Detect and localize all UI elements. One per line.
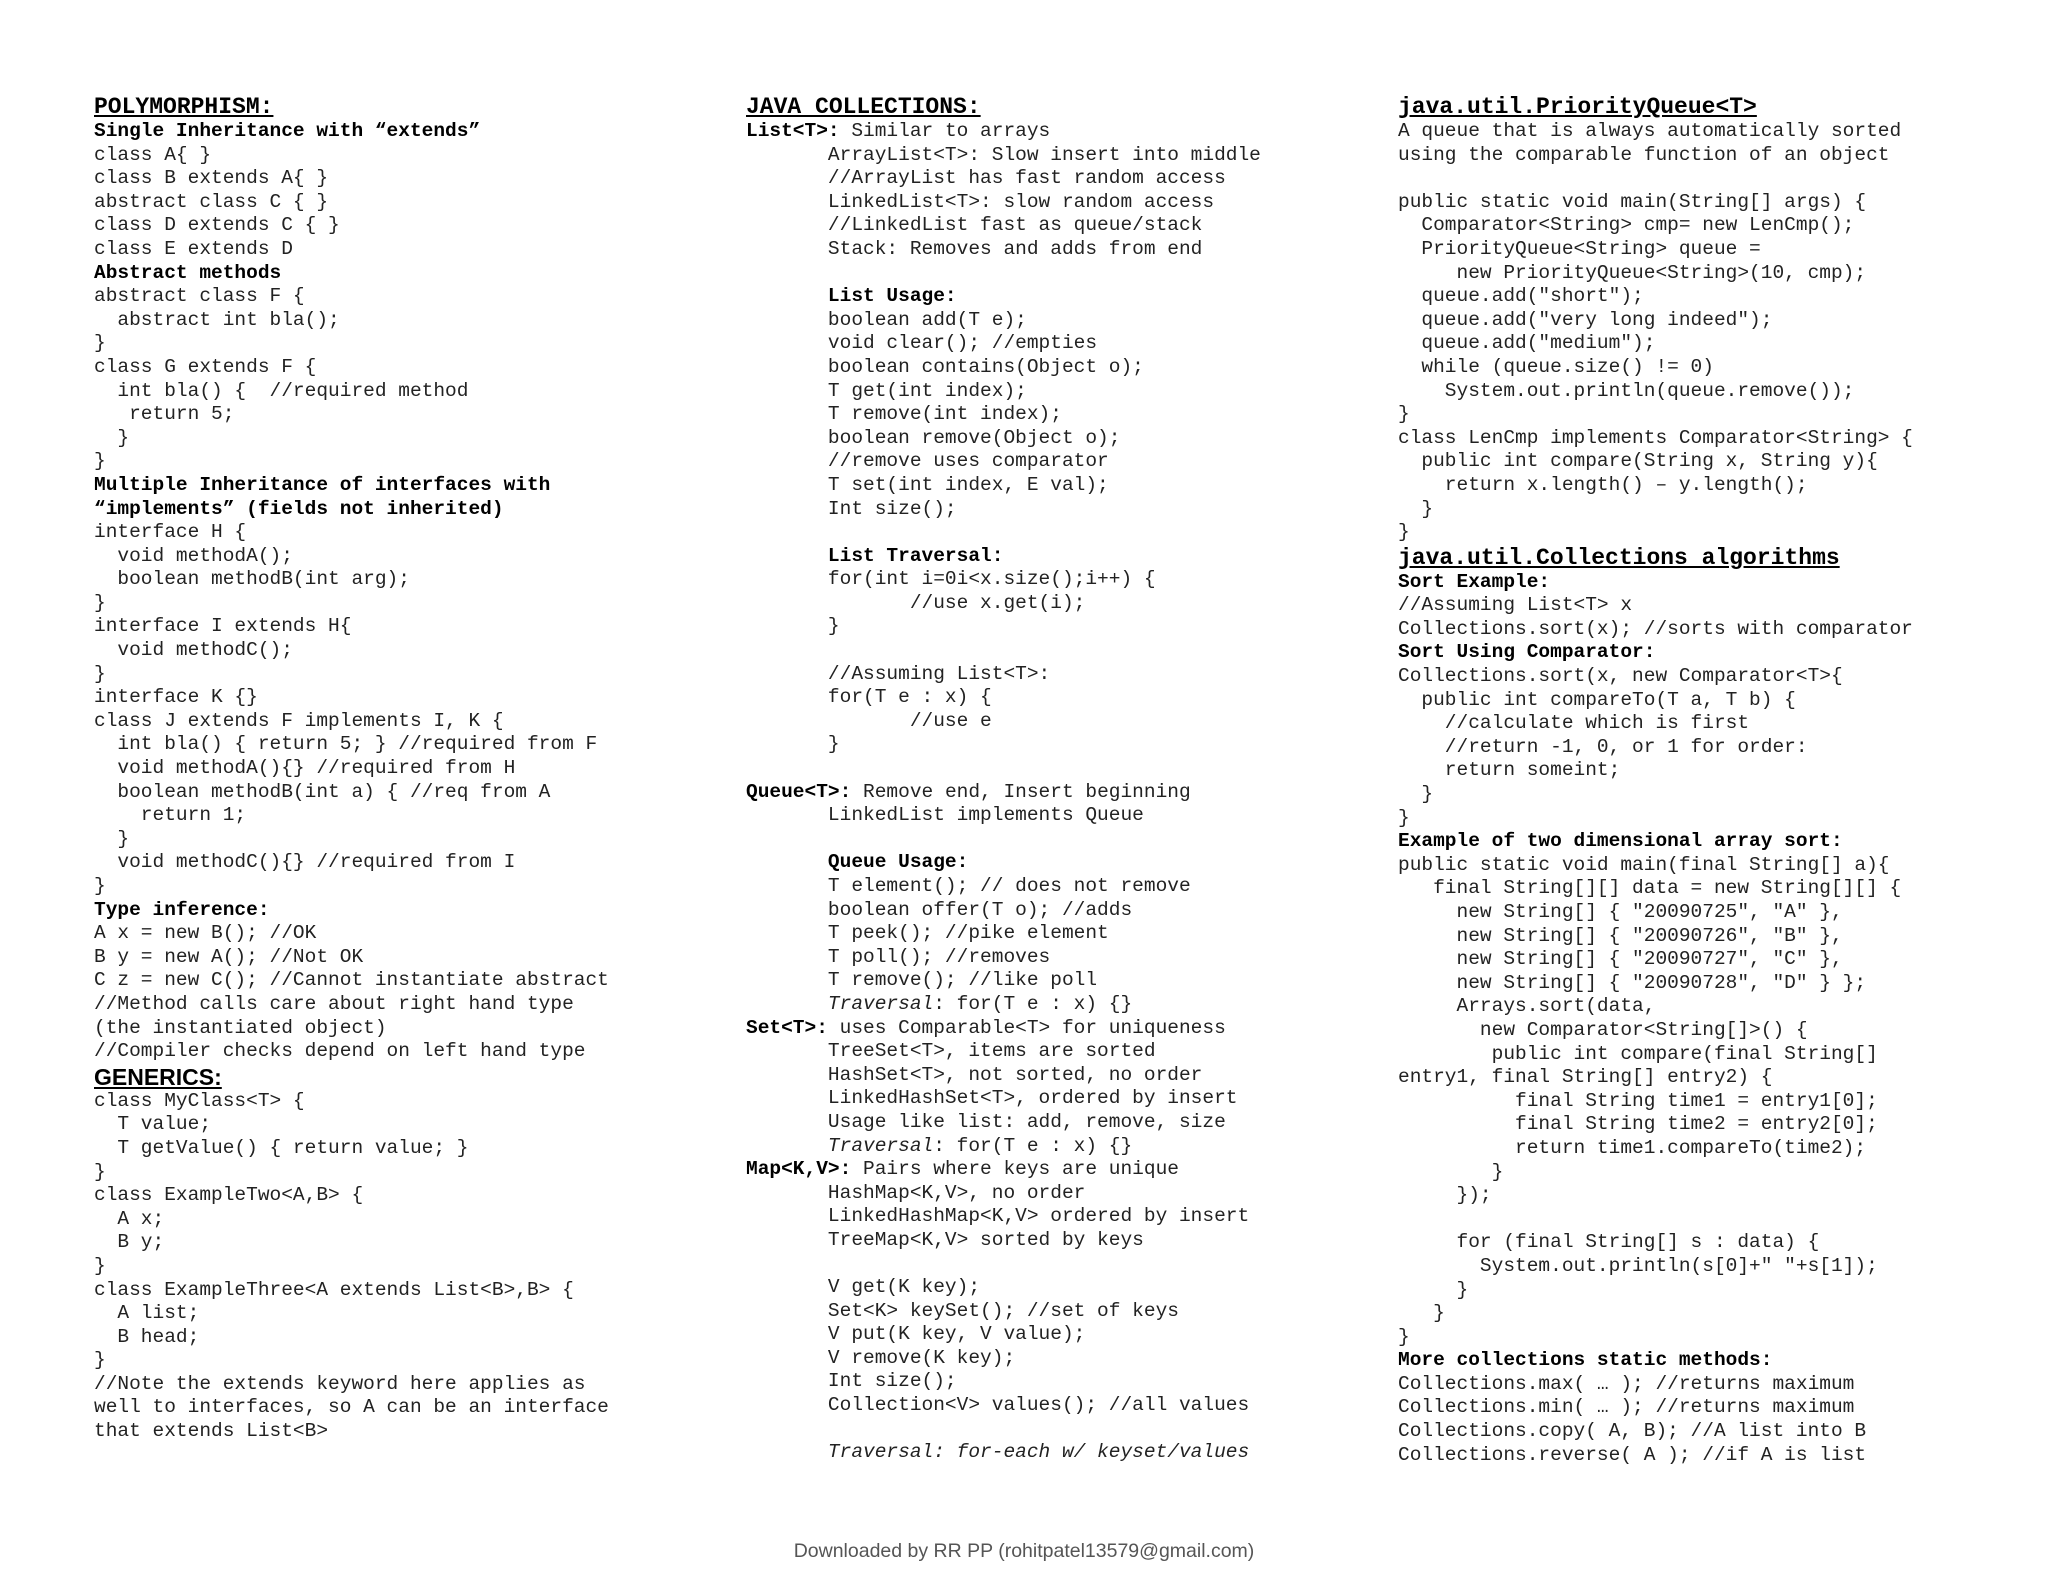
- code-line: B y = new A(); //Not OK: [94, 945, 364, 968]
- code-line: T value;: [94, 1113, 212, 1136]
- code-line: Int size();: [746, 497, 957, 520]
- code-line: class D extends C { }: [94, 214, 340, 237]
- code-line: });: [1398, 1184, 1492, 1207]
- code-line: return someint;: [1398, 759, 1621, 782]
- code-line: }: [1398, 1160, 1504, 1183]
- section-heading: POLYMORPHISM:: [94, 94, 274, 120]
- code-line: public static void main(String[] args) {: [1398, 190, 1867, 213]
- code-line: }: [94, 1254, 106, 1277]
- code-line: public static void main(final String[] a){: [1398, 853, 1890, 876]
- code-line: T get(int index);: [746, 379, 1027, 402]
- code-line: Arrays.sort(data,: [1398, 995, 1656, 1018]
- code-line: HashMap<K,V>, no order: [746, 1181, 1086, 1204]
- code-line: final String[][] data = new String[][] {: [1398, 877, 1902, 900]
- code-line: V put(K key, V value);: [746, 1323, 1086, 1346]
- traversal-note: Traversal: for-each w/ keyset/values: [746, 1441, 1250, 1464]
- code-line: //calculate which is first: [1398, 712, 1750, 735]
- code-line: }: [1398, 783, 1434, 806]
- code-line: }: [1398, 403, 1410, 426]
- code-line: Collections.min( … ); //returns maximum: [1398, 1396, 1855, 1419]
- text-line: [746, 1017, 1261, 1041]
- text-line: [746, 1135, 1261, 1159]
- code-line: //use e: [746, 709, 992, 732]
- code-line: }: [94, 662, 106, 685]
- code-line: Collections.sort(x, new Comparator<T>{: [1398, 665, 1843, 688]
- code-line: Stack: Removes and adds from end: [746, 237, 1203, 260]
- code-line: Comparator<String> cmp= new LenCmp();: [1398, 214, 1855, 237]
- text-line-content: Similar to arrays: [839, 120, 1051, 142]
- collection-type-label: List<T>:: [746, 120, 840, 142]
- code-line: Collections.reverse( A ); //if A is list: [1398, 1443, 1867, 1466]
- subheading: More collections static methods:: [1398, 1349, 1773, 1372]
- code-line: abstract class F {: [94, 285, 305, 308]
- code-line: boolean add(T e);: [746, 308, 1027, 331]
- code-line: new String[] { "20090725", "A" },: [1398, 901, 1843, 923]
- code-line: void methodA();: [94, 544, 293, 567]
- subheading: Sort Using Comparator:: [1398, 641, 1656, 664]
- code-line: interface H {: [94, 521, 247, 544]
- code-line: interface K {}: [94, 686, 258, 709]
- code-line: V get(K key);: [746, 1276, 981, 1299]
- code-line: }: [1398, 1302, 1445, 1325]
- code-line: System.out.println(s[0]+" "+s[1]);: [1398, 1254, 1878, 1277]
- text-line-content: uses Comparable<T> for uniqueness: [827, 1016, 1226, 1039]
- text-line-content: Pairs where keys are unique: [851, 1158, 1179, 1181]
- code-line: abstract int bla();: [94, 308, 340, 331]
- code-line: }: [1398, 1278, 1469, 1301]
- text-line-content: : for(T e : x) {}: [933, 992, 1133, 1015]
- subheading: Queue Usage:: [746, 851, 969, 874]
- blank-line: [746, 828, 1261, 852]
- code-line: public int compare(final String[]: [1398, 1042, 1878, 1065]
- code-line: }: [1398, 521, 1410, 544]
- code-line: B head;: [94, 1325, 200, 1348]
- subheading: Sort Example:: [1398, 570, 1551, 593]
- code-line: //LinkedList fast as queue/stack: [746, 214, 1203, 237]
- code-line: }: [94, 1160, 106, 1183]
- code-line: A x = new B(); //OK: [94, 922, 317, 945]
- collection-type-label: Map<K,V>:: [746, 1158, 852, 1181]
- code-line: class E extends D: [94, 237, 293, 260]
- code-line: T remove(); //like poll: [746, 969, 1098, 992]
- code-line: queue.add("short");: [1398, 285, 1644, 308]
- code-line: PriorityQueue<String> queue =: [1398, 237, 1761, 260]
- code-line: //return -1, 0, or 1 for order:: [1398, 735, 1808, 758]
- code-line: Collections.sort(x); //sorts with comparator: [1398, 617, 1913, 640]
- code-line: final String time1 = entry1[0];: [1398, 1089, 1878, 1112]
- code-line: public int compareTo(T a, T b) {: [1398, 688, 1796, 711]
- column-priorityqueue-algorithms: [1398, 94, 1913, 1467]
- code-line: C z = new C(); //Cannot instantiate abstract: [94, 969, 609, 992]
- code-line: //Note the extends keyword here applies as: [94, 1372, 586, 1395]
- code-line: class B extends A{ }: [94, 167, 329, 190]
- code-line: class ExampleThree<A extends List<B>,B> {: [94, 1278, 574, 1301]
- code-line: abstract class C { }: [94, 190, 329, 213]
- code-line: class G extends F {: [94, 355, 317, 378]
- code-line: System.out.println(queue.remove());: [1398, 379, 1855, 402]
- subheading: Type inference:: [94, 898, 270, 921]
- column-polymorphism-generics: [94, 94, 609, 1444]
- code-line: well to interfaces, so A can be an interface: [94, 1396, 609, 1419]
- subheading: Multiple Inheritance of interfaces with: [94, 473, 551, 496]
- code-line: LinkedHashMap<K,V> ordered by insert: [746, 1205, 1250, 1228]
- code-line: final String time2 = entry2[0];: [1398, 1113, 1878, 1136]
- collection-type-label: Queue<T>:: [746, 780, 852, 803]
- blank-line: [1398, 1208, 1913, 1232]
- blank-line: [746, 1418, 1261, 1442]
- collection-type-label: Set<T>:: [746, 1016, 828, 1039]
- download-footer: Downloaded by RR PP (rohitpatel13579@gmail.com): [793, 1540, 1255, 1562]
- code-line: V remove(K key);: [746, 1346, 1016, 1369]
- traversal-label: Traversal: [746, 992, 934, 1015]
- code-line: Set<K> keySet(); //set of keys: [746, 1299, 1179, 1322]
- code-line: LinkedList<T>: slow random access: [746, 190, 1215, 213]
- code-line: }: [1398, 1325, 1410, 1348]
- text-line: [746, 993, 1261, 1017]
- code-line: void methodC();: [94, 639, 293, 662]
- code-line: return time1.compareTo(time2);: [1398, 1136, 1867, 1159]
- code-line: T getValue() { return value; }: [94, 1136, 469, 1159]
- code-line: class A{ }: [94, 143, 212, 166]
- code-line: return 5;: [94, 403, 235, 426]
- code-line: //Assuming List<T>:: [746, 662, 1051, 685]
- code-line: for(T e : x) {: [746, 686, 992, 709]
- code-line: for(int i=0i<x.size();i++) {: [746, 568, 1156, 591]
- code-line: class MyClass<T> {: [94, 1089, 305, 1112]
- code-line: T poll(); //removes: [746, 945, 1051, 968]
- code-line: new String[] { "20090727", "C" },: [1398, 948, 1843, 971]
- code-line: (the instantiated object): [94, 1016, 387, 1039]
- code-line: T element(); // does not remove: [746, 875, 1191, 897]
- blank-line: [746, 262, 1261, 286]
- code-line: }: [94, 332, 106, 355]
- code-line: }: [94, 827, 130, 850]
- code-line: Collections.max( … ); //returns maximum: [1398, 1372, 1855, 1395]
- code-line: //use x.get(i);: [746, 591, 1086, 614]
- code-line: }: [94, 1349, 106, 1372]
- code-line: queue.add("very long indeed");: [1398, 308, 1773, 331]
- text-line: [746, 120, 1261, 144]
- code-line: Usage like list: add, remove, size: [746, 1110, 1226, 1133]
- subheading: Abstract methods: [94, 261, 282, 284]
- code-line: public int compare(String x, String y){: [1398, 450, 1878, 473]
- code-line: //Assuming List<T> x: [1398, 594, 1633, 617]
- code-line: A list;: [94, 1302, 200, 1325]
- code-line: for (final String[] s : data) {: [1398, 1231, 1820, 1254]
- code-line: Collection<V> values(); //all values: [746, 1394, 1250, 1417]
- code-line: void methodC(){} //required from I: [94, 851, 516, 874]
- blank-line: [746, 1253, 1261, 1277]
- code-line: HashSet<T>, not sorted, no order: [746, 1063, 1203, 1086]
- code-line: }: [94, 591, 106, 614]
- code-line: TreeSet<T>, items are sorted: [746, 1040, 1156, 1063]
- subheading: List Traversal:: [746, 544, 1004, 567]
- code-line: LinkedList implements Queue: [746, 804, 1144, 827]
- code-line: class LenCmp implements Comparator<String> {: [1398, 426, 1913, 449]
- code-line: }: [1398, 806, 1410, 829]
- code-line: }: [94, 426, 130, 449]
- code-line: //Method calls care about right hand type: [94, 992, 574, 1015]
- blank-line: [746, 521, 1261, 545]
- code-line: new PriorityQueue<String>(10, cmp);: [1398, 261, 1867, 284]
- text-line-content: Remove end, Insert beginning: [851, 780, 1191, 803]
- subheading: List Usage:: [746, 285, 957, 308]
- code-line: }: [746, 733, 840, 756]
- section-heading: GENERICS:: [94, 1063, 222, 1090]
- code-line: new Comparator<String[]>() {: [1398, 1018, 1808, 1041]
- code-line: //Compiler checks depend on left hand type: [94, 1040, 586, 1063]
- code-line: //remove uses comparator: [746, 450, 1109, 473]
- code-line: boolean methodB(int a) { //req from A: [94, 780, 551, 803]
- code-line: void methodA(){} //required from H: [94, 757, 516, 780]
- text-line: [746, 781, 1261, 805]
- text-line-content: : for(T e : x) {}: [933, 1134, 1133, 1157]
- code-line: new String[] { "20090726", "B" },: [1398, 924, 1843, 947]
- code-line: A queue that is always automatically sorted: [1398, 120, 1902, 142]
- code-line: class ExampleTwo<A,B> {: [94, 1184, 364, 1207]
- subheading: Single Inheritance with “extends”: [94, 120, 481, 142]
- code-line: }: [94, 875, 106, 897]
- code-line: LinkedHashSet<T>, ordered by insert: [746, 1087, 1238, 1110]
- section-heading: java.util.PriorityQueue<T>: [1398, 94, 1757, 120]
- section-heading: JAVA COLLECTIONS:: [746, 94, 981, 120]
- blank-line: [746, 639, 1261, 663]
- code-line: int bla() { return 5; } //required from F: [94, 733, 598, 756]
- code-line: TreeMap<K,V> sorted by keys: [746, 1228, 1144, 1251]
- code-line: while (queue.size() != 0): [1398, 355, 1714, 378]
- code-line: queue.add("medium");: [1398, 332, 1656, 355]
- code-line: boolean remove(Object o);: [746, 426, 1121, 449]
- subheading: “implements” (fields not inherited): [94, 497, 504, 520]
- code-line: T remove(int index);: [746, 403, 1062, 426]
- section-heading: java.util.Collections algorithms: [1398, 544, 1840, 571]
- code-line: Collections.copy( A, B); //A list into B: [1398, 1420, 1867, 1443]
- code-line: }: [1398, 497, 1434, 520]
- code-line: class J extends F implements I, K {: [94, 709, 504, 732]
- code-line: T peek(); //pike element: [746, 922, 1109, 945]
- subheading: Example of two dimensional array sort:: [1398, 830, 1843, 853]
- code-line: A x;: [94, 1207, 165, 1230]
- code-line: return 1;: [94, 804, 247, 827]
- code-line: T set(int index, E val);: [746, 473, 1109, 496]
- traversal-label: Traversal: [746, 1134, 934, 1157]
- code-line: return x.length() – y.length();: [1398, 473, 1808, 496]
- code-line: new String[] { "20090728", "D" } };: [1398, 971, 1867, 994]
- code-line: using the comparable function of an object: [1398, 143, 1890, 166]
- blank-line: [746, 757, 1261, 781]
- code-line: int bla() { //required method: [94, 379, 469, 402]
- code-line: that extends List<B>: [94, 1420, 329, 1443]
- text-line: [746, 1158, 1261, 1182]
- code-line: void clear(); //empties: [746, 332, 1098, 355]
- code-line: ArrayList<T>: Slow insert into middle: [746, 143, 1261, 166]
- code-line: entry1, final String[] entry2) {: [1398, 1066, 1773, 1089]
- code-line: }: [94, 450, 106, 473]
- code-line: boolean offer(T o); //adds: [746, 898, 1133, 921]
- blank-line: [1398, 167, 1913, 191]
- code-line: boolean contains(Object o);: [746, 355, 1144, 378]
- code-line: //ArrayList has fast random access: [746, 167, 1226, 190]
- code-line: B y;: [94, 1231, 165, 1254]
- column-java-collections: [746, 94, 1261, 1465]
- code-line: }: [746, 615, 840, 638]
- code-line: Int size();: [746, 1370, 957, 1393]
- code-line: interface I extends H{: [94, 615, 352, 638]
- code-line: boolean methodB(int arg);: [94, 568, 410, 591]
